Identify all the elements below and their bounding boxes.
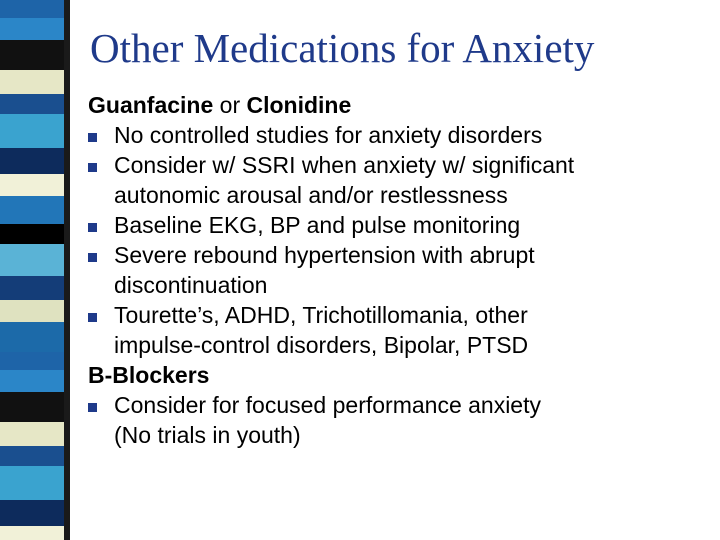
decorative-stripe — [0, 422, 70, 446]
list-item-text: Tourette’s, ADHD, Trichotillomania, other — [114, 302, 528, 328]
list-item-continuation — [88, 180, 713, 210]
decorative-stripe — [0, 276, 70, 300]
list-item — [88, 300, 713, 330]
heading-clonidine: Clonidine — [246, 92, 352, 118]
decorative-stripe — [0, 196, 70, 224]
list-item-text: autonomic arousal and/or restlessness — [114, 182, 508, 208]
list-item — [88, 150, 713, 180]
list-item-text: (No trials in youth) — [114, 422, 301, 448]
decorative-stripe — [0, 70, 70, 94]
decorative-stripe — [0, 392, 70, 422]
list-item-text: Consider w/ SSRI when anxiety w/ significant — [114, 152, 575, 178]
decorative-stripe — [0, 0, 70, 18]
square-bullet-icon — [88, 253, 97, 262]
decorative-stripe — [0, 244, 70, 276]
stripe-edge-divider — [64, 0, 70, 540]
list-item — [88, 210, 713, 240]
section-heading-guanfacine-clonidine — [88, 90, 713, 120]
list-item — [88, 120, 713, 150]
decorative-stripe — [0, 114, 70, 148]
section-heading-b-blockers: B-Blockers — [88, 362, 210, 388]
decorative-stripe — [0, 526, 70, 540]
slide-title: Other Medications for Anxiety — [90, 25, 595, 71]
list-item-text: Consider for focused performance anxiety — [114, 392, 541, 418]
decorative-stripe — [0, 174, 70, 196]
decorative-stripe — [0, 466, 70, 500]
decorative-stripe-bar — [0, 0, 70, 540]
list-item-continuation — [88, 330, 713, 360]
square-bullet-icon — [88, 313, 97, 322]
heading-guanfacine: Guanfacine — [88, 92, 214, 118]
list-item-text: impulse-control disorders, Bipolar, PTSD — [114, 332, 529, 358]
slide-content — [88, 90, 713, 450]
list-item-continuation — [88, 270, 713, 300]
square-bullet-icon — [88, 223, 97, 232]
list-item — [88, 390, 713, 420]
square-bullet-icon — [88, 403, 97, 412]
decorative-stripe — [0, 322, 70, 352]
decorative-stripe — [0, 94, 70, 114]
decorative-stripe — [0, 148, 70, 174]
decorative-stripe — [0, 370, 70, 392]
decorative-stripe — [0, 446, 70, 466]
decorative-stripe — [0, 300, 70, 322]
decorative-stripe — [0, 500, 70, 526]
list-item-continuation — [88, 420, 713, 450]
list-item-text: Severe rebound hypertension with abrupt — [114, 242, 535, 268]
decorative-stripe — [0, 40, 70, 70]
decorative-stripe — [0, 18, 70, 40]
decorative-stripe — [0, 224, 70, 244]
list-item — [88, 240, 713, 270]
square-bullet-icon — [88, 133, 97, 142]
decorative-stripe — [0, 352, 70, 370]
list-item-text: No controlled studies for anxiety disorders — [114, 122, 543, 148]
square-bullet-icon — [88, 163, 97, 172]
list-item-text: discontinuation — [114, 272, 268, 298]
heading-join: or — [213, 92, 247, 118]
list-item-text: Baseline EKG, BP and pulse monitoring — [114, 212, 521, 238]
